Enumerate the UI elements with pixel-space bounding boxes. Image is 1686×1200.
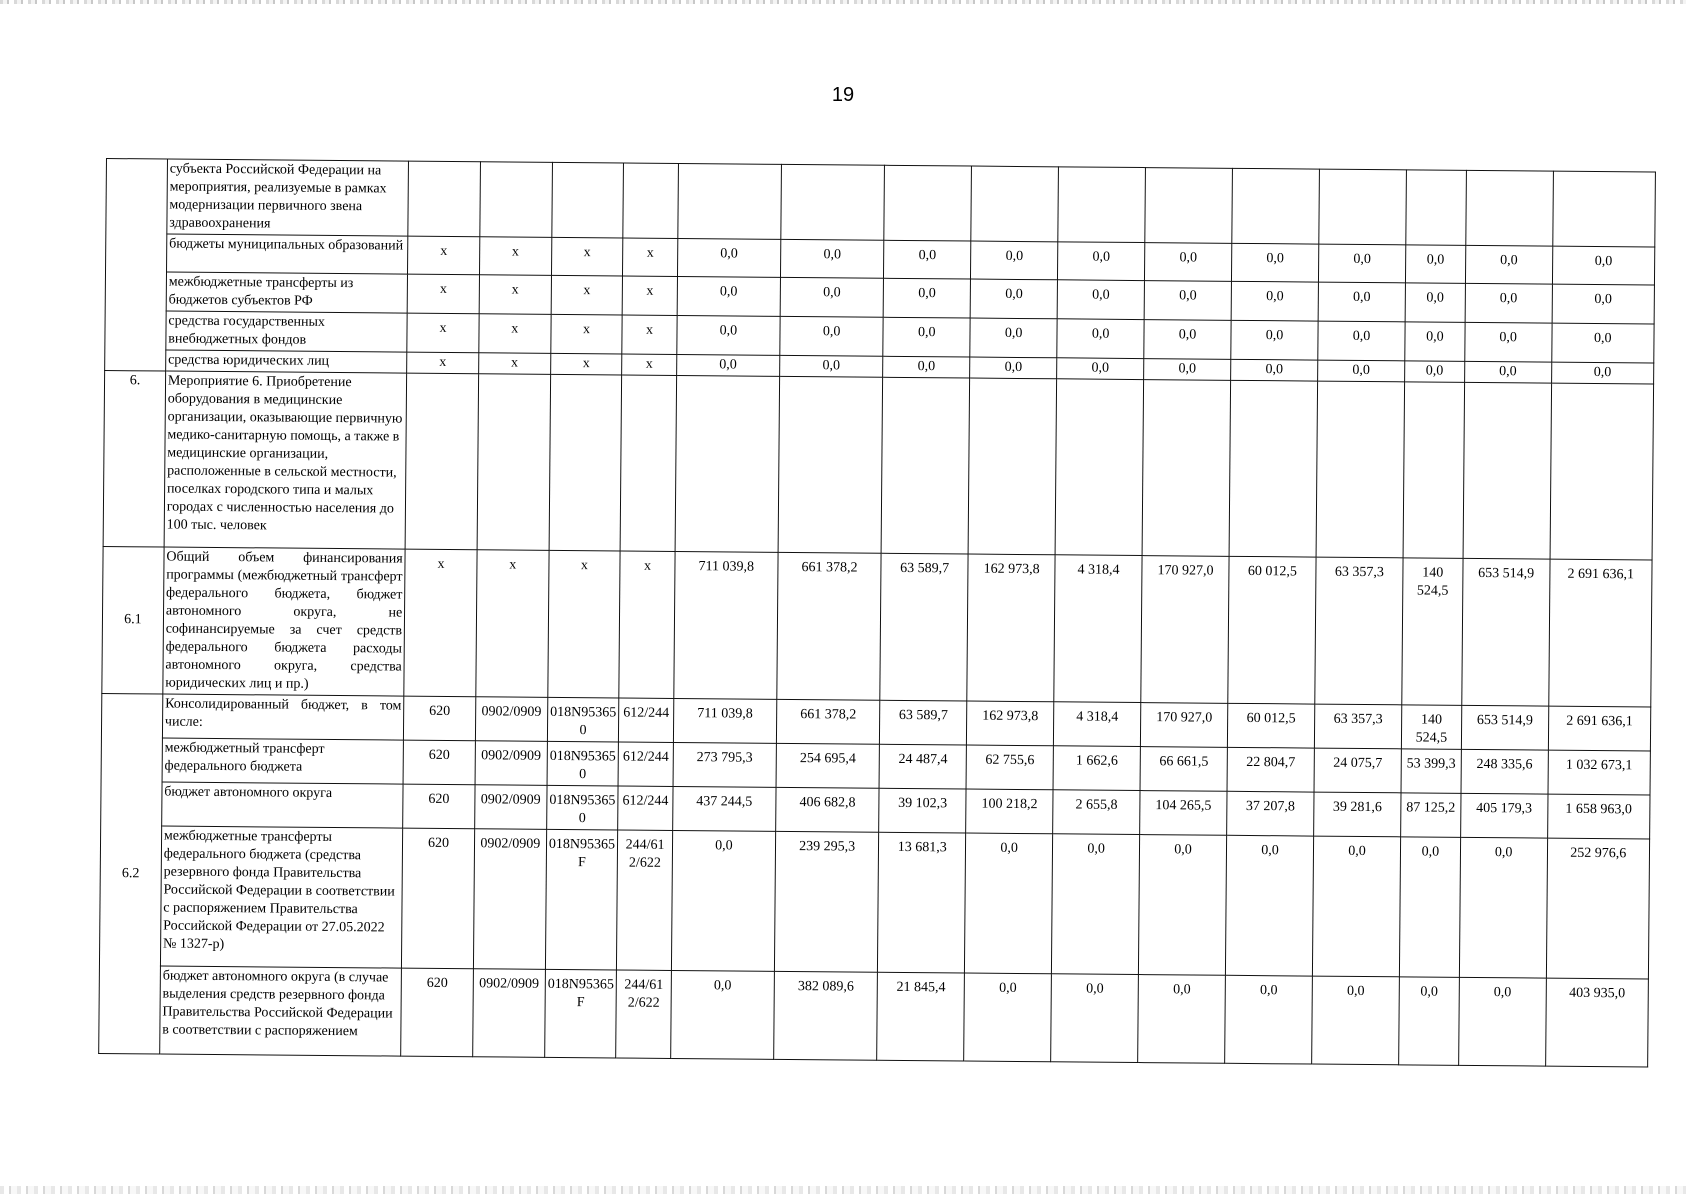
code-cell: x: [476, 550, 549, 698]
value-cell: 437 244,5: [672, 786, 776, 831]
code-cell: x: [479, 237, 551, 276]
value-cell: [1463, 382, 1551, 559]
code-cell: 018N953650: [547, 741, 619, 786]
code-cell: x: [408, 236, 480, 275]
code-cell: [623, 163, 678, 238]
code-cell: x: [547, 550, 620, 698]
value-cell: 162 973,8: [967, 701, 1054, 746]
value-cell: 0,0: [1318, 244, 1405, 283]
value-cell: [1232, 168, 1320, 244]
code-cell: x: [407, 274, 479, 314]
value-cell: 0,0: [1312, 836, 1400, 977]
code-cell: x: [479, 275, 551, 315]
value-cell: 22 804,7: [1227, 747, 1314, 792]
value-cell: 0,0: [1225, 975, 1313, 1064]
row-number: 6.: [103, 370, 165, 547]
value-cell: 0,0: [971, 241, 1058, 280]
row-name: Консолидированный бюджет, в том числе:: [162, 694, 404, 740]
value-cell: 0,0: [1231, 320, 1318, 360]
code-cell: 0902/0909: [475, 741, 547, 786]
code-cell: x: [551, 237, 623, 276]
value-cell: 4 318,4: [1054, 555, 1142, 703]
code-cell: [620, 375, 676, 551]
value-cell: [778, 376, 883, 553]
value-cell: 0,0: [1138, 975, 1226, 1064]
value-cell: 170 927,0: [1141, 703, 1228, 748]
code-cell: 620: [403, 740, 475, 785]
code-cell: x: [479, 314, 551, 354]
table-row: [103, 370, 1653, 560]
value-cell: 273 795,3: [673, 742, 777, 787]
value-cell: 13 681,3: [878, 832, 966, 973]
value-cell: 0,0: [1144, 320, 1231, 360]
value-cell: 0,0: [780, 239, 884, 278]
code-cell: 620: [401, 968, 473, 1057]
value-cell: 0,0: [964, 973, 1052, 1062]
value-cell: 0,0: [677, 238, 781, 277]
code-cell: x: [407, 352, 479, 374]
value-cell: 0,0: [1465, 322, 1552, 362]
value-cell: 711 039,8: [673, 698, 777, 743]
code-cell: x: [550, 314, 622, 354]
value-cell: [1145, 168, 1233, 244]
value-cell: [678, 163, 782, 239]
financing-table: [98, 158, 1656, 1067]
value-cell: 0,0: [1464, 361, 1551, 383]
value-cell: 1 662,6: [1053, 746, 1140, 791]
value-cell: 0,0: [1552, 284, 1655, 324]
value-cell: 0,0: [1225, 835, 1313, 976]
value-cell: 0,0: [1312, 976, 1400, 1065]
value-cell: 0,0: [1459, 837, 1547, 978]
code-cell: 018N95365F: [545, 829, 618, 970]
code-cell: 620: [404, 696, 476, 741]
value-cell: 0,0: [1405, 322, 1465, 362]
value-cell: 0,0: [1552, 246, 1655, 285]
value-cell: [1055, 379, 1143, 556]
value-cell: 406 682,8: [776, 787, 880, 832]
value-cell: 0,0: [1399, 977, 1460, 1066]
value-cell: 0,0: [1551, 362, 1653, 384]
value-cell: 0,0: [670, 970, 774, 1059]
value-cell: 0,0: [883, 317, 970, 357]
value-cell: 0,0: [1232, 243, 1319, 282]
code-cell: x: [622, 315, 677, 354]
value-cell: 104 265,5: [1140, 791, 1227, 836]
value-cell: 711 039,8: [674, 551, 779, 699]
value-cell: 0,0: [884, 240, 971, 279]
value-cell: [1550, 383, 1654, 560]
value-cell: 382 089,6: [774, 971, 878, 1060]
value-cell: 24 075,7: [1314, 748, 1401, 793]
value-cell: 63 589,7: [880, 700, 967, 745]
code-cell: x: [404, 549, 477, 697]
value-cell: 62 755,6: [966, 745, 1053, 790]
code-cell: 0902/0909: [475, 697, 547, 742]
code-cell: x: [551, 275, 623, 315]
row-name: межбюджетный трансферт федерального бюджета: [162, 738, 404, 784]
row-name: Общий объем финансирования программы (межбюджетный трансферт федерального бюджета, бюджет автономного округа, не софинансируемые за счет средств федерального бюджета расходы автономного округа, средства юридических лиц и пр.): [163, 547, 406, 696]
value-cell: [1466, 170, 1554, 246]
value-cell: [881, 377, 969, 554]
value-cell: 63 589,7: [880, 553, 968, 701]
value-cell: 0,0: [970, 279, 1057, 319]
value-cell: 63 357,3: [1315, 557, 1403, 705]
table-row: [99, 965, 1649, 1067]
code-cell: 612/244: [618, 742, 673, 786]
value-cell: 0,0: [970, 357, 1057, 379]
value-cell: 0,0: [1058, 242, 1145, 281]
code-cell: [551, 162, 623, 238]
value-cell: [1316, 381, 1404, 558]
value-cell: 0,0: [1318, 360, 1405, 382]
value-cell: 0,0: [965, 833, 1053, 974]
code-cell: x: [619, 551, 675, 698]
row-name: бюджет автономного округа: [162, 782, 404, 828]
value-cell: 661 378,2: [777, 552, 882, 700]
value-cell: [1229, 380, 1317, 557]
value-cell: 0,0: [1052, 834, 1140, 975]
code-cell: x: [550, 353, 622, 375]
value-cell: 0,0: [1144, 281, 1231, 321]
value-cell: [1058, 167, 1146, 243]
value-cell: 170 927,0: [1141, 556, 1229, 704]
row-name: средства государственных внебюджетных фондов: [166, 311, 408, 352]
table-row: [99, 825, 1649, 979]
value-cell: 2 691 636,1: [1548, 559, 1652, 707]
code-cell: x: [623, 276, 678, 315]
code-cell: 244/612/622: [617, 830, 673, 970]
code-cell: 0902/0909: [473, 829, 546, 970]
value-cell: 1 658 963,0: [1547, 794, 1650, 839]
value-cell: 239 295,3: [774, 831, 878, 972]
value-cell: 0,0: [1465, 283, 1552, 323]
row-name: средства юридических лиц: [166, 350, 407, 373]
value-cell: 21 845,4: [877, 972, 965, 1061]
value-cell: 0,0: [1551, 323, 1654, 363]
value-cell: 653 514,9: [1461, 705, 1548, 750]
value-cell: 0,0: [1231, 359, 1318, 381]
code-cell: x: [407, 313, 479, 353]
value-cell: 0,0: [1318, 282, 1405, 322]
value-cell: 37 207,8: [1227, 791, 1314, 836]
page-number: 19: [831, 84, 855, 106]
row-number: 6.1: [102, 546, 164, 694]
row-number: 6.2: [99, 693, 163, 1054]
value-cell: 39 281,6: [1314, 792, 1401, 837]
row-name: межбюджетные трансферты из бюджетов субъектов РФ: [166, 272, 408, 313]
code-cell: [408, 161, 480, 237]
value-cell: 0,0: [1231, 281, 1318, 321]
value-cell: 4 318,4: [1054, 702, 1141, 747]
code-cell: 620: [403, 784, 475, 829]
value-cell: [1142, 380, 1230, 557]
value-cell: 0,0: [671, 830, 775, 971]
scan-edge-top: [0, 0, 1686, 4]
value-cell: 140 524,5: [1402, 558, 1463, 706]
value-cell: 100 218,2: [966, 789, 1053, 834]
value-cell: 0,0: [1405, 361, 1465, 383]
value-cell: 405 179,3: [1460, 793, 1547, 838]
value-cell: 66 661,5: [1140, 747, 1227, 792]
document-sheet: [98, 158, 1656, 1067]
value-cell: 653 514,9: [1462, 558, 1550, 706]
code-cell: 244/612/622: [616, 970, 671, 1058]
value-cell: 0,0: [1405, 283, 1465, 323]
value-cell: 0,0: [970, 318, 1057, 358]
code-cell: x: [623, 238, 678, 276]
value-cell: [1406, 170, 1466, 246]
value-cell: 0,0: [677, 276, 781, 316]
value-cell: 0,0: [883, 356, 970, 378]
code-cell: [480, 162, 552, 238]
value-cell: 0,0: [1057, 280, 1144, 320]
value-cell: 162 973,8: [967, 554, 1055, 702]
value-cell: [1552, 171, 1655, 247]
value-cell: 0,0: [1465, 245, 1552, 284]
code-cell: 0902/0909: [473, 969, 545, 1058]
value-cell: 254 695,4: [776, 743, 880, 788]
value-cell: 0,0: [780, 277, 884, 317]
value-cell: 0,0: [676, 354, 779, 376]
code-cell: 018N95365F: [544, 969, 616, 1058]
value-cell: [884, 165, 972, 241]
row-name: Мероприятие 6. Приобретение оборудования в медицинские организации, оказывающие первичную медико-санитарную помощь, а также в медицинские организации, расположенные в сельской местности, поселках городского типа и малых городах с численностью населения до 100 тыс. человек: [164, 371, 407, 549]
value-cell: 24 487,4: [879, 744, 966, 789]
value-cell: 0,0: [780, 355, 883, 377]
value-cell: 0,0: [677, 315, 781, 355]
value-cell: 0,0: [1051, 974, 1139, 1063]
value-cell: 252 976,6: [1546, 838, 1650, 979]
value-cell: 2 691 636,1: [1548, 706, 1651, 751]
value-cell: 53 399,3: [1401, 749, 1461, 794]
value-cell: 0,0: [1405, 245, 1465, 284]
row-name: бюджет автономного округа (в случае выделения средств резервного фонда Правительства Российской Федерации в соответствии с распоряжением: [160, 966, 402, 1056]
value-cell: 0,0: [1057, 358, 1144, 380]
value-cell: 60 012,5: [1227, 703, 1314, 748]
value-cell: 0,0: [883, 278, 970, 318]
value-cell: [781, 164, 885, 240]
table-row: [106, 159, 1656, 248]
row-name: субъекта Российской Федерации на мероприятия, реализуемые в рамках модернизации первичного звена здравоохранения: [167, 159, 409, 236]
code-cell: 620: [402, 828, 475, 969]
value-cell: 1 032 673,1: [1548, 750, 1651, 795]
code-cell: x: [622, 354, 677, 375]
value-cell: 0,0: [1399, 837, 1460, 978]
value-cell: 0,0: [780, 316, 884, 356]
table-row: [102, 546, 1652, 707]
value-cell: 2 655,8: [1053, 790, 1140, 835]
code-cell: 612/244: [619, 698, 674, 742]
code-cell: x: [479, 353, 551, 375]
code-cell: [405, 373, 478, 550]
value-cell: 0,0: [1139, 835, 1227, 976]
code-cell: 612/244: [618, 786, 673, 830]
value-cell: [1403, 382, 1464, 559]
value-cell: 63 357,3: [1314, 704, 1401, 749]
code-cell: 0902/0909: [475, 785, 547, 830]
value-cell: 87 125,2: [1401, 793, 1461, 838]
value-cell: 0,0: [1458, 977, 1546, 1066]
value-cell: [1319, 169, 1407, 245]
scan-edge-bottom: [0, 1186, 1686, 1194]
value-cell: 661 378,2: [776, 699, 880, 744]
row-name: межбюджетные трансферты федерального бюджета (средства резервного фонда Правительства Российской Федерации в соответствии с распоряжением Правительства Российской Федерации от 27.05.2022 № 1327-р): [160, 826, 403, 968]
value-cell: 0,0: [1144, 359, 1231, 381]
value-cell: 60 012,5: [1228, 556, 1316, 704]
value-cell: 248 335,6: [1461, 749, 1548, 794]
value-cell: 0,0: [1318, 321, 1405, 361]
code-cell: [549, 374, 622, 551]
code-cell: 018N953650: [547, 697, 619, 742]
value-cell: 39 102,3: [879, 788, 966, 833]
value-cell: [968, 378, 1056, 555]
value-cell: 403 935,0: [1545, 978, 1648, 1067]
value-cell: 0,0: [1145, 243, 1232, 282]
value-cell: 140 524,5: [1401, 705, 1461, 750]
value-cell: [971, 166, 1059, 242]
value-cell: [675, 375, 780, 552]
code-cell: 018N953650: [546, 785, 618, 830]
value-cell: 0,0: [1057, 319, 1144, 359]
row-number-cell: [105, 159, 168, 372]
code-cell: [477, 374, 550, 551]
row-name: бюджеты муниципальных образований: [166, 234, 408, 274]
